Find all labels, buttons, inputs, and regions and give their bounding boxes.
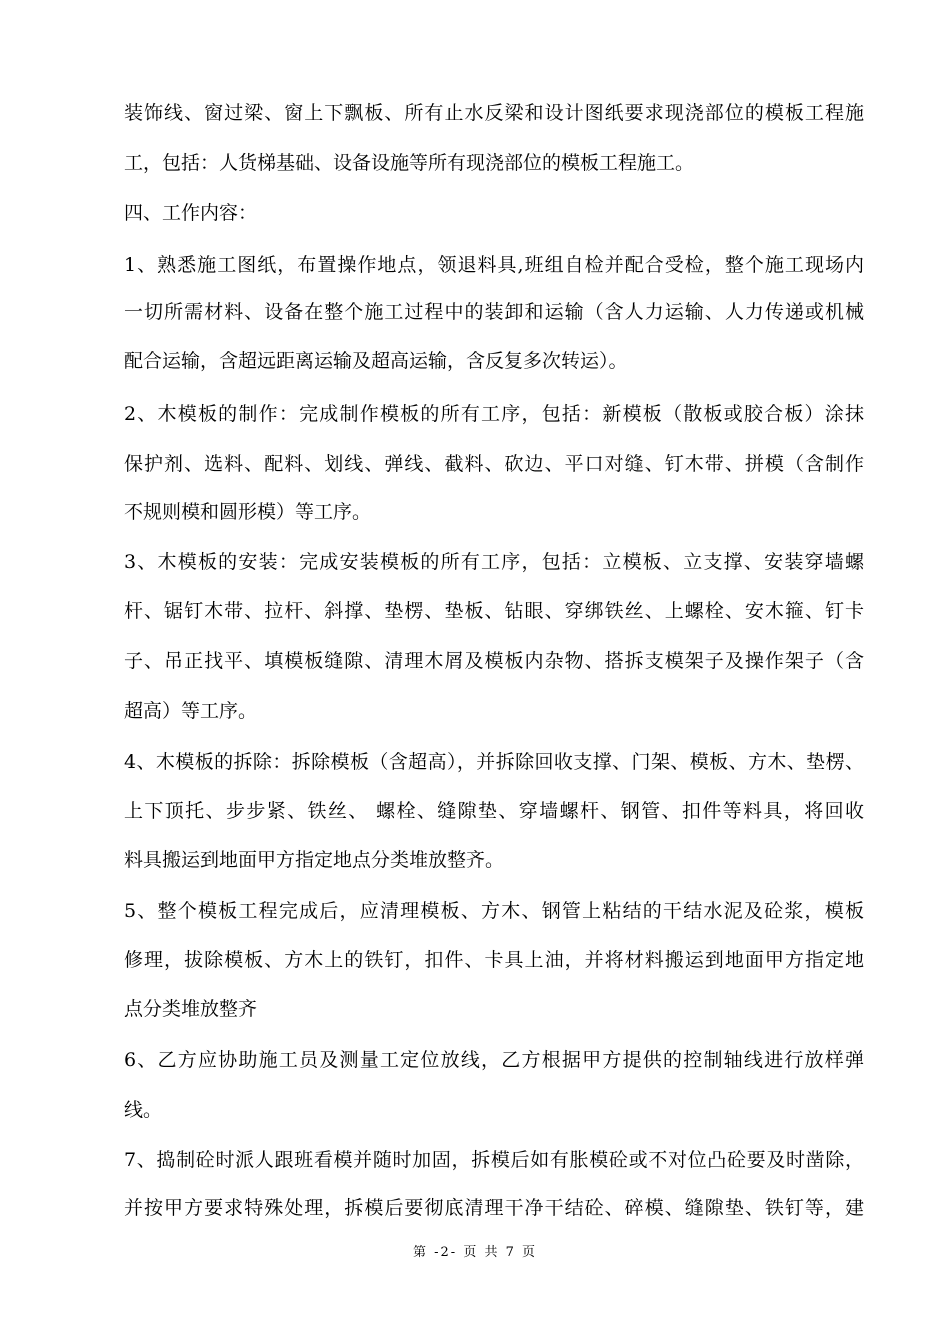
section-heading: 四、工作内容： xyxy=(124,202,258,224)
text-line: 并按甲方要求特殊处理，拆模后要彻底清理干净干结砼、碎模、缝隙垫、铁钉等，建 xyxy=(124,1197,864,1219)
text-line: 料具搬运到地面甲方指定地点分类堆放整齐。 xyxy=(124,849,505,871)
text-line: 4、木模板的拆除：拆除模板（含超高），并拆除回收支撑、门架、模板、方木、垫楞、 xyxy=(124,751,864,773)
text-line: 超高）等工序。 xyxy=(124,700,258,722)
text-line: 2、木模板的制作：完成制作模板的所有工序，包括：新模板（散板或胶合板）涂抹 xyxy=(124,403,864,425)
text-line: 7、捣制砼时派人跟班看模并随时加固，拆模后如有胀模砼或不对位凸砼要及时凿除， xyxy=(124,1149,864,1171)
text-line: 工，包括：人货梯基础、设备设施等所有现浇部位的模板工程施工。 xyxy=(124,152,695,174)
text-line: 杆、锯钉木带、拉杆、斜撑、垫楞、垫板、钻眼、穿绑铁丝、上螺栓、安木箍、钉卡 xyxy=(124,600,864,622)
text-line: 配合运输，含超远距离运输及超高运输，含反复多次转运）。 xyxy=(124,350,628,372)
text-line: 不规则模和圆形模）等工序。 xyxy=(124,501,372,523)
text-line: 1、熟悉施工图纸，布置操作地点，领退料具,班组自检并配合受检，整个施工现场内 xyxy=(124,254,864,276)
text-line: 线。 xyxy=(124,1099,163,1121)
text-line: 6、乙方应协助施工员及测量工定位放线，乙方根据甲方提供的控制轴线进行放样弹 xyxy=(124,1049,864,1071)
text-line: 点分类堆放整齐 xyxy=(124,998,258,1020)
text-line: 装饰线、窗过梁、窗上下飘板、所有止水反梁和设计图纸要求现浇部位的模板工程施 xyxy=(124,102,864,124)
page-footer: 第 -2- 页 共 7 页 xyxy=(413,1245,537,1260)
text-line: 保护剂、选料、配料、划线、弹线、截料、砍边、平口对缝、钉木带、拼模（含制作 xyxy=(124,453,864,475)
text-line: 3、木模板的安装：完成安装模板的所有工序，包括：立模板、立支撑、安装穿墙螺 xyxy=(124,551,864,573)
text-line: 5、整个模板工程完成后，应清理模板、方木、钢管上粘结的干结水泥及砼浆，模板 xyxy=(124,900,864,922)
text-line: 修理，拔除模板、方木上的铁钉，扣件、卡具上油，并将材料搬运到地面甲方指定地 xyxy=(124,949,864,971)
text-line: 一切所需材料、设备在整个施工过程中的装卸和运输（含人力运输、人力传递或机械 xyxy=(124,301,864,323)
text-line: 子、吊正找平、填模板缝隙、清理木屑及模板内杂物、搭拆支模架子及操作架子（含 xyxy=(124,650,864,672)
text-line: 上下顶托、步步紧、铁丝、 螺栓、缝隙垫、穿墙螺杆、钢管、扣件等料具，将回收 xyxy=(124,800,864,822)
